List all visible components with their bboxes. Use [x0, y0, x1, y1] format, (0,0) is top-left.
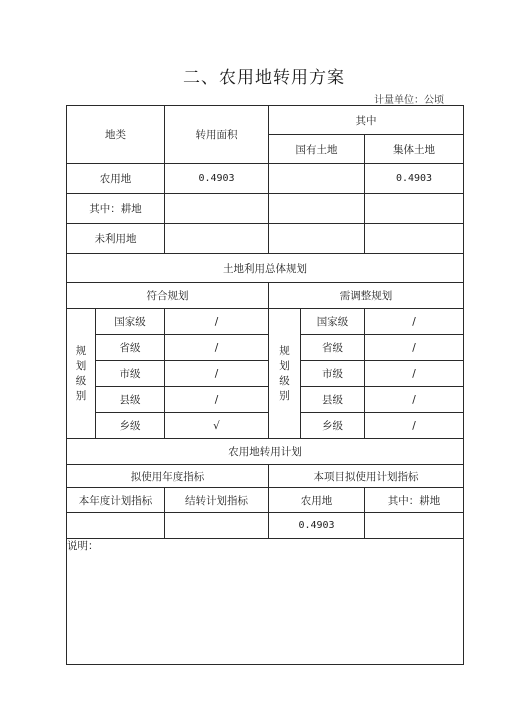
- level-label: 省级: [301, 335, 365, 361]
- state-value: [269, 224, 365, 254]
- agri-value: 0.4903: [269, 513, 365, 539]
- header-state-land: 国有土地: [269, 135, 365, 164]
- level-mark: /: [165, 387, 269, 413]
- level-mark: /: [165, 309, 269, 335]
- level-label: 国家级: [96, 309, 165, 335]
- header-category: 地类: [67, 106, 165, 164]
- arable-header: 其中：耕地: [365, 488, 464, 513]
- plan-title: 土地利用总体规划: [67, 254, 464, 283]
- row-label: 其中：耕地: [67, 194, 165, 224]
- level-label: 国家级: [301, 309, 365, 335]
- level-mark: /: [365, 361, 464, 387]
- collective-value: 0.4903: [365, 164, 464, 194]
- collective-value: [365, 224, 464, 254]
- conversion-title: 农用地转用计划: [67, 439, 464, 465]
- adjust-header: 需调整规划: [269, 283, 464, 309]
- level-label: 县级: [301, 387, 365, 413]
- level-mark: /: [365, 413, 464, 439]
- level-label: 市级: [301, 361, 365, 387]
- annual-indicator-header: 拟使用年度指标: [67, 465, 269, 488]
- carry-over-value: [165, 513, 269, 539]
- area-value: 0.4903: [165, 164, 269, 194]
- header-of-which: 其中: [269, 106, 464, 135]
- level-mark: /: [165, 361, 269, 387]
- level-label: 市级: [96, 361, 165, 387]
- level-label: 县级: [96, 387, 165, 413]
- plan-table: [66, 253, 464, 439]
- state-value: [269, 164, 365, 194]
- comply-header: 符合规划: [67, 283, 269, 309]
- level-label: 乡级: [301, 413, 365, 439]
- area-value: [165, 194, 269, 224]
- area-value: [165, 224, 269, 254]
- level-mark: √: [165, 413, 269, 439]
- level-mark: /: [365, 335, 464, 361]
- note-box: [67, 539, 464, 665]
- header-collective-land: 集体土地: [365, 135, 464, 164]
- conversion-table: [66, 438, 464, 665]
- planning-level-label-left: 规 划 级 别: [67, 309, 96, 439]
- header-area: 转用面积: [165, 106, 269, 164]
- project-indicator-header: 本项目拟使用计划指标: [269, 465, 464, 488]
- arable-value: [365, 513, 464, 539]
- level-mark: /: [365, 309, 464, 335]
- carry-over-header: 结转计划指标: [165, 488, 269, 513]
- row-label: 未利用地: [67, 224, 165, 254]
- unit-label: 计量单位：公顷: [374, 95, 444, 106]
- agri-header: 农用地: [269, 488, 365, 513]
- state-value: [269, 194, 365, 224]
- this-year-value: [67, 513, 165, 539]
- this-year-header: 本年度计划指标: [67, 488, 165, 513]
- collective-value: [365, 194, 464, 224]
- note-label: 说明：: [67, 540, 99, 552]
- level-label: 乡级: [96, 413, 165, 439]
- page-title: 二、农用地转用方案: [183, 68, 345, 88]
- area-table: [66, 105, 464, 254]
- level-mark: /: [365, 387, 464, 413]
- level-mark: /: [165, 335, 269, 361]
- level-label: 省级: [96, 335, 165, 361]
- row-label: 农用地: [67, 164, 165, 194]
- planning-level-label-right: 规 划 级 别: [269, 309, 301, 439]
